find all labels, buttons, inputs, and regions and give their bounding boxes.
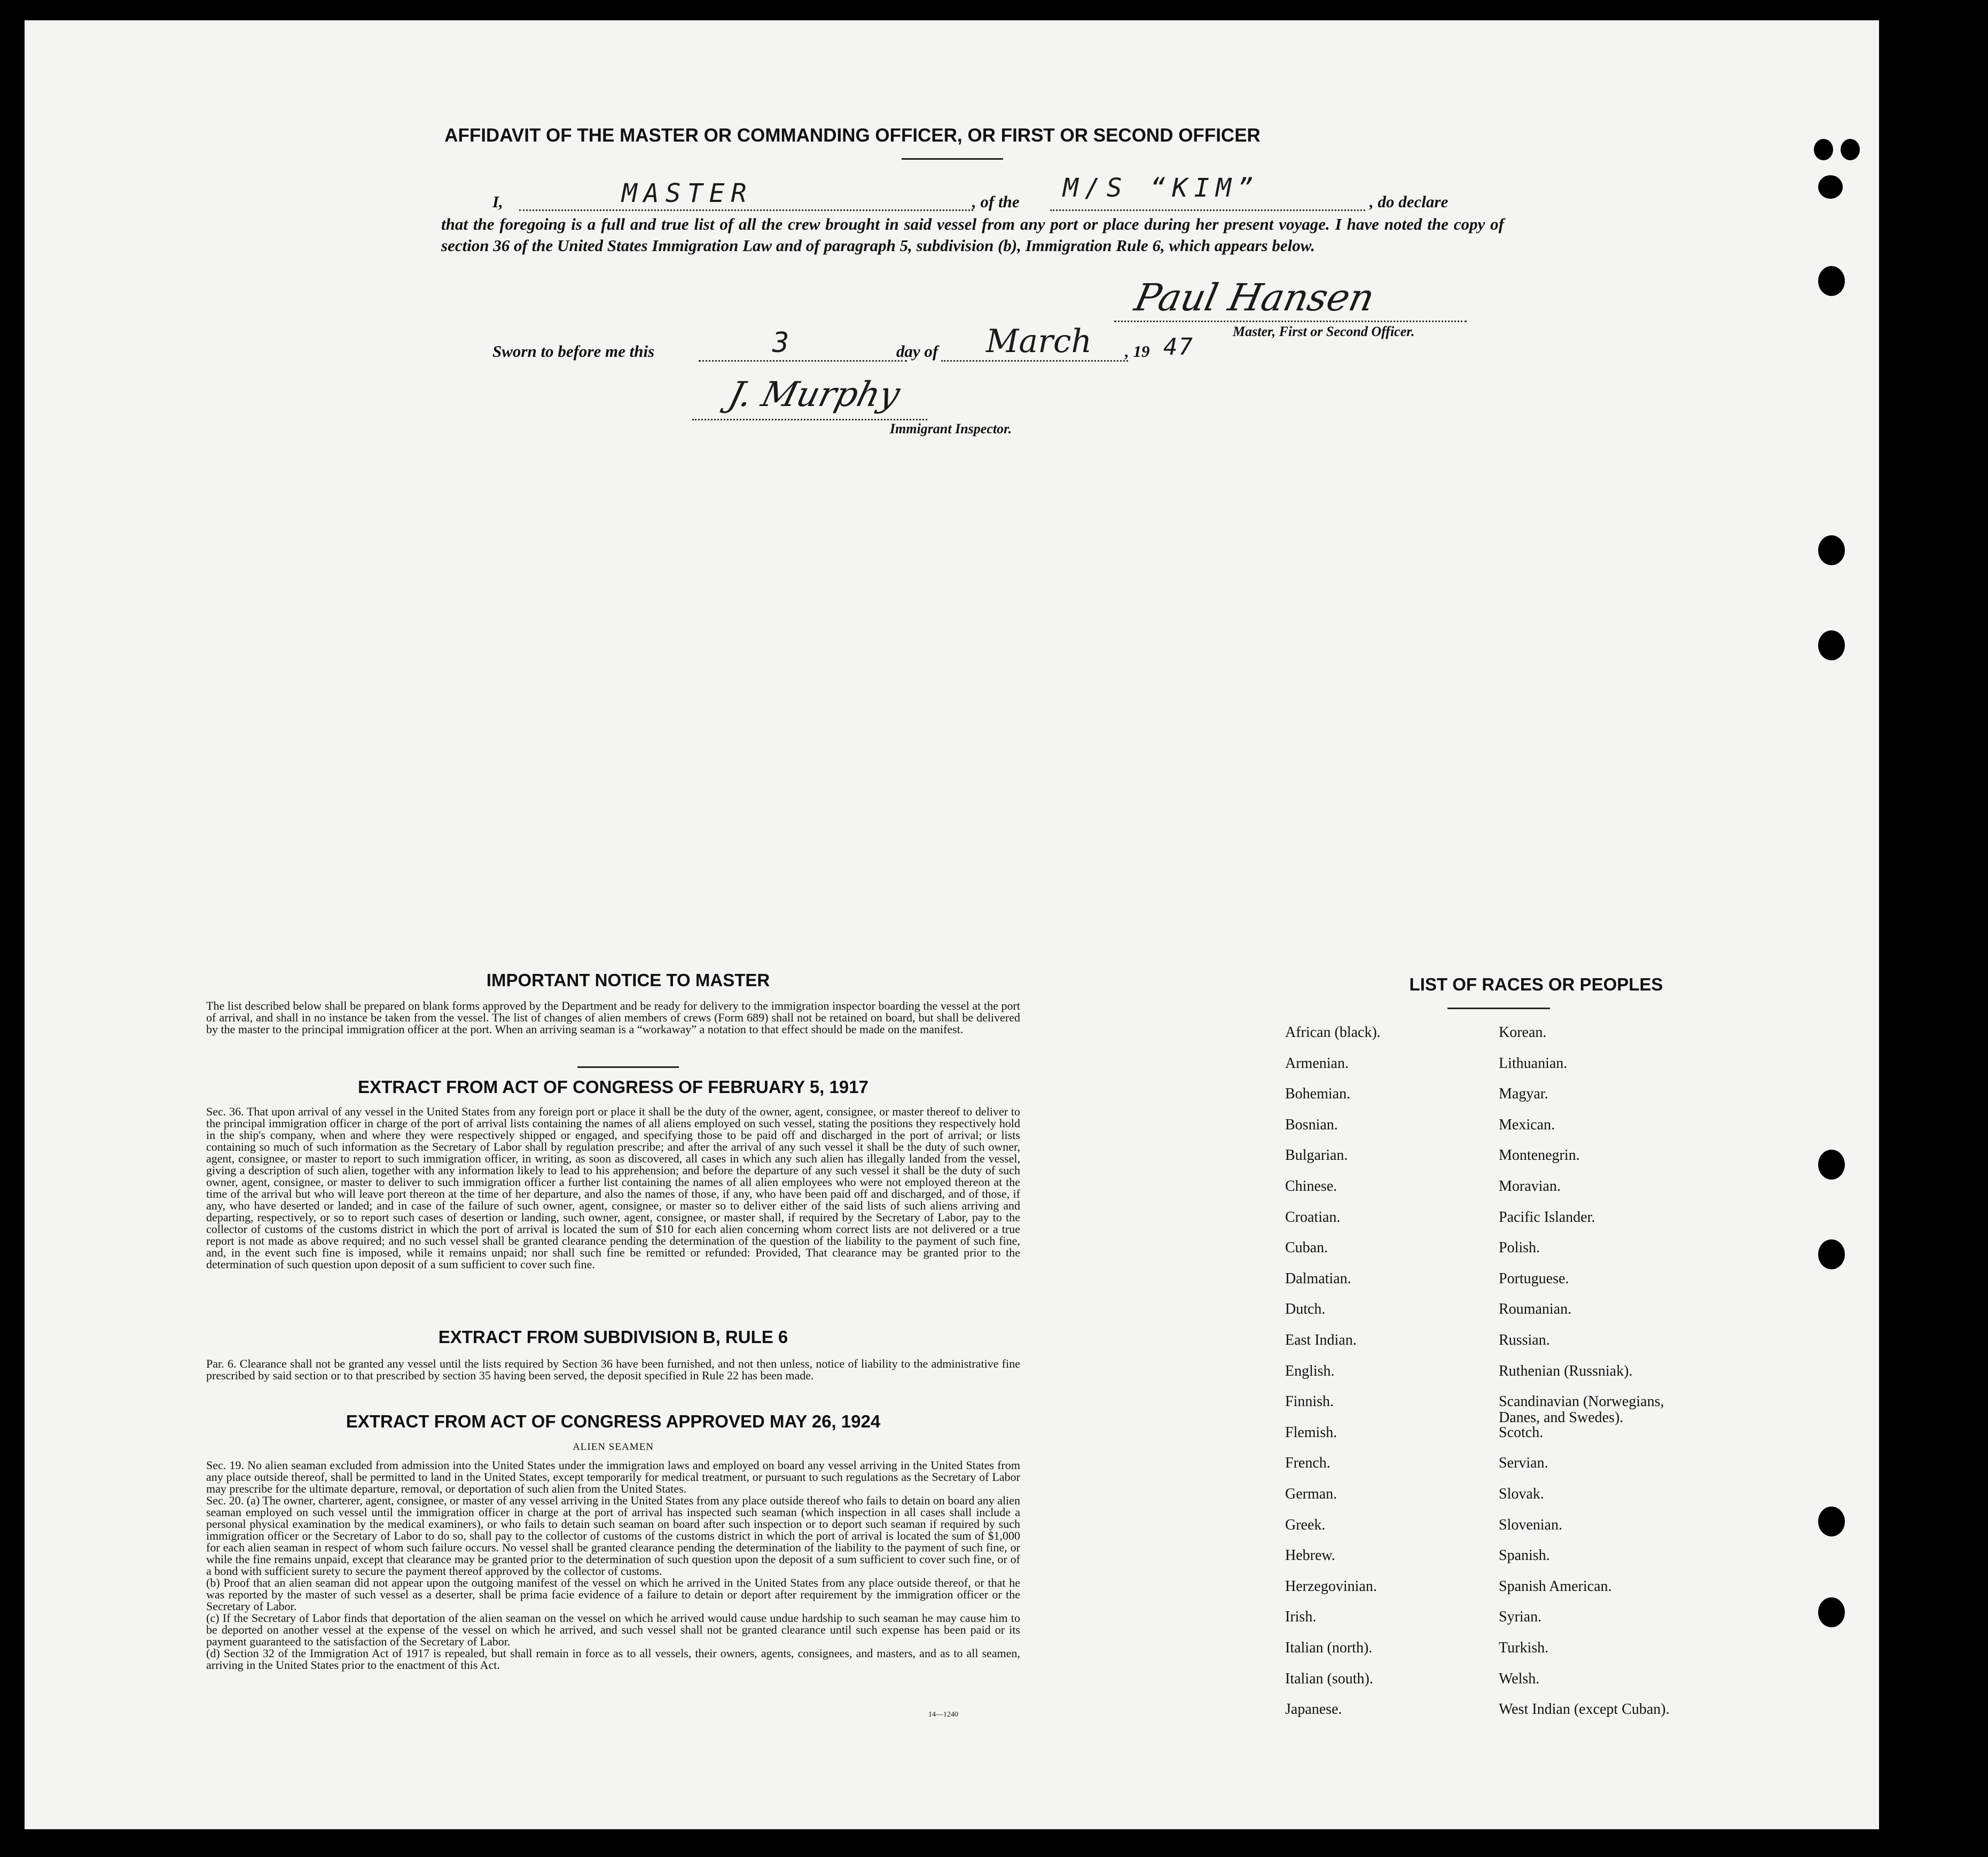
inspector-caption: Immigrant Inspector. [890,421,1012,436]
race-item: Dalmatian. [1285,1270,1351,1287]
race-item: Spanish. [1499,1547,1550,1564]
punch-hole [1818,1597,1845,1627]
race-item: Korean. [1499,1024,1547,1041]
race-item: Servian. [1499,1455,1548,1472]
punch-hole [1818,1239,1845,1269]
race-item: Hebrew. [1285,1547,1335,1564]
races-title: LIST OF RACES OR PEOPLES [1409,974,1663,994]
race-item: Chinese. [1285,1178,1337,1195]
punch-hole [1818,535,1845,565]
race-item: Syrian. [1499,1609,1542,1626]
sworn-label: Sworn to before me this [492,342,655,361]
vessel-field-line [1050,209,1365,211]
race-item: Montenegrin. [1499,1147,1580,1164]
sworn-month-value: March [986,323,1092,360]
extract-1924-title: EXTRACT FROM ACT OF CONGRESS APPROVED MAY 26, 1924 [346,1411,881,1431]
race-item: Herzegovinian. [1285,1578,1377,1595]
extract-1924-subtitle: ALIEN SEAMEN [573,1441,654,1453]
race-item: Magyar. [1499,1086,1548,1103]
race-item: English. [1285,1362,1335,1379]
race-item: African (black). [1285,1024,1381,1041]
race-item: Croatian. [1285,1208,1341,1226]
race-item: Cuban. [1285,1239,1328,1257]
notice-title: IMPORTANT NOTICE TO MASTER [486,970,770,990]
sworn-day-of-label: day of [896,342,938,361]
sec-20c-text: (c) If the Secretary of Labor finds that deportation of the alien seaman on the vessel on which he arrived would cause undue hardship to such seaman he may cause him to be deported on another vessel at the expense of the vessel on which he arrived, and such vessel shall not be granted clearance until such expense has been paid or its payment guaranteed to the satisfaction of the Secretary of Labor. [206,1611,1020,1648]
sec-19-text: Sec. 19. No alien seaman excluded from admission into the United States under the immigration laws and employed on board any vessel arriving in the United States from any place outside thereof, shall be permitted to land in the United States, except temporarily for medical treatment, or pursuant to such regulations as the Secretary of Labor may prescribe for the ultimate departure, removal, or deportation of such alien from the United States. [206,1458,1020,1495]
race-item: Scotch. [1499,1424,1544,1441]
race-item: Ruthenian (Russniak). [1499,1362,1633,1379]
affidavit-do-declare-label: , do declare [1369,192,1449,211]
name-field-value: MASTER [622,178,753,208]
document-page [25,20,1879,1829]
race-item: German. [1285,1486,1337,1502]
race-item: Russian. [1499,1332,1550,1348]
race-item: Pacific Islander. [1499,1208,1595,1226]
race-item: French. [1285,1455,1330,1472]
race-item: Greek. [1285,1516,1326,1533]
affidavit-of-the-label: , of the [972,192,1020,211]
race-item: Lithuanian. [1499,1055,1568,1072]
race-item: Bosnian. [1285,1116,1338,1133]
sec-20d-text: (d) Section 32 of the Immigration Act of 1917 is repealed, but shall remain in force as to all vessels, their owners, agents, consignees, and masters, and as to all seamen, arriving in the United States prior to the enactment of this Act. [206,1647,1020,1672]
race-item: Mexican. [1499,1116,1555,1133]
notice-text: The list described below shall be prepared on blank forms approved by the Department and be ready for delivery to the immigration inspector boarding the vessel at the port of arrival, and shall in no instance be taken from the vessel. The list of changes of alien members of crews (Form 689) shall not be retained on board, but shall be delivered by the master to the principal immigration officer at the port. When an arriving seaman is a “workaway” a notation to that effect should be made on the manifest. [206,999,1020,1036]
race-item: Armenian. [1285,1055,1349,1072]
affidavit-title: AFFIDAVIT OF THE MASTER OR COMMANDING OFFICER, OR FIRST OR SECOND OFFICER [444,125,1261,146]
race-item: Welsh. [1499,1670,1540,1687]
race-item: Portuguese. [1499,1270,1569,1287]
race-item: Italian (south). [1285,1670,1373,1687]
punch-hole [1818,630,1845,660]
race-item: East Indian. [1285,1332,1357,1348]
inspector-signature: J. Murphy [724,375,904,415]
master-signature: Paul Hansen [1131,276,1379,319]
race-item: Slovenian. [1499,1516,1562,1533]
sworn-day-value: 3 [772,327,796,359]
punch-hole [1818,266,1845,296]
race-item: West Indian (except Cuban). [1499,1701,1670,1718]
race-item: Italian (north). [1285,1640,1373,1656]
rule6-title: EXTRACT FROM SUBDIVISION B, RULE 6 [438,1327,788,1347]
extract-1917-title: EXTRACT FROM ACT OF CONGRESS OF FEBRUARY 5, 1917 [358,1077,868,1097]
title-underline [902,158,1003,160]
race-item: Bohemian. [1285,1086,1351,1103]
sworn-year-value: 47 [1163,333,1194,361]
name-field-line [519,209,973,211]
race-item: Polish. [1499,1239,1540,1257]
race-item: Slovak. [1499,1486,1544,1502]
punch-hole [1818,1507,1845,1536]
race-item: Moravian. [1499,1178,1561,1195]
affidavit-body: that the foregoing is a full and true list of all the crew brought in said vessel from any port or place during her present voyage. I have noted the copy of section 36 of the United States Immigration Law and of paragraph 5, subdivision (b), Immigration Rule 6, which appears below. [441,215,1504,255]
punch-hole [1841,139,1860,160]
extract-1924-body [206,1460,1020,1671]
extract-1917-text: Sec. 36. That upon arrival of any vessel in the United States from any foreign port or place it shall be the duty of the owner, agent, consignee, or master thereof to deliver to the principal immigration officer in charge of the port of arrival lists containing the names of all aliens employed on such vessel, stating the positions they respectively hold in the ship's company, when and where they were respectively shipped or engaged, and specifying those to be paid off and discharged in the port of arrival; or lists containing so much of such information as the Secretary of Labor shall by regulation prescribe; and after the arrival of any such vessel it shall be the duty of such owner, agent, consignee, or master to report to such immigration officer, in writing, as soon as discovered, all cases in which any such alien has illegally landed from the vessel, giving a description of such alien, together with any information likely to lead to his apprehension; and before the departure of any such vessel it shall be the duty of such owner, agent, consignee, or master to deliver to such immigration officer a further list containing the names of all alien employees who were not employed thereon at the time of the arrival but who will leave port thereon at the time of her departure, and also the names of those, if any, who have been paid off and discharged, and of those, if any, who have deserted or landed; and in case of the failure of such owner, agent, consignee, or master so to deliver either of the said lists of such aliens arriving and departing, respectively, or so to report such cases of desertion or landing, such owner, agent, consignee, or master shall, if required by the Secretary of Labor, pay to the collector of customs of the customs district in which the port of arrival is located the sum of $10 for each alien concerning whom correct lists are not delivered or a true report is not made as above required; and no such vessel shall be granted clearance pending the determination of the question of the liability to the payment of such fine, and, in the event such fine is imposed, while it remains unpaid; nor shall such fine be remitted or refunded: Provided, That clearance may be granted prior to the determination of such question upon deposit of a sum sufficient to cover such fine. [206,1105,1020,1271]
race-item: Dutch. [1285,1301,1326,1318]
rule6-text: Par. 6. Clearance shall not be granted any vessel until the lists required by Section 36 have been furnished, and not then unless, notice of liability to the administrative fine prescribed by said section or to that prescribed by section 35 having been served, the deposit specified in Rule 22 has been made. [206,1357,1020,1382]
sworn-year-prefix: , 19 [1125,342,1150,361]
master-caption: Master, First or Second Officer. [1233,324,1415,339]
race-item: Finnish. [1285,1393,1334,1410]
race-item: Irish. [1285,1609,1317,1626]
notice-divider [577,1066,679,1068]
punch-hole [1814,139,1833,160]
race-item: Flemish. [1285,1424,1337,1441]
punch-hole [1818,1150,1845,1180]
punch-hole [1818,175,1843,199]
affidavit-i-label: I, [492,192,503,211]
race-item: Bulgarian. [1285,1147,1348,1164]
races-underline [1447,1008,1550,1009]
race-item: Scandinavian (Norwegians, Danes, and Swedes). [1499,1393,1664,1426]
sec-20b-text: (b) Proof that an alien seaman did not appear upon the outgoing manifest of the vessel on which he arrived in the United States from any place outside thereof, or that he was reported by the master of such vessel as a deserter, shall be prima facie evidence of a failure to detain or deport after requirement by the immigration officer or the Secretary of Labor. [206,1576,1020,1613]
form-number: 14—1240 [928,1711,958,1719]
master-signature-line [1114,321,1467,322]
inspector-signature-line [692,419,927,420]
race-item: Turkish. [1499,1640,1549,1656]
sec-20a-text: Sec. 20. (a) The owner, charterer, agent, consignee, or master of any vessel arriving in the United States from any place outside thereof who fails to detain on board any alien seaman employed on such vessel until the immigration officer in charge at the port of arrival has inspected such seaman (which inspection in all cases shall include a personal physical examination by the medical examiners), or who fails to detain such seaman on board after such inspection or to deport such seaman if required by such immigration officer or the Secretary of Labor to do so, shall pay to the collector of customs of the customs district in which the port of arrival is located the sum of $1,000 for each alien seaman in respect of whom such failure occurs. No vessel shall be granted clearance pending the determination of the liability to the payment of such fine, or while the fine remains unpaid, except that clearance may be granted prior to the determination of such question upon the deposit of a sum sufficient to cover such fine, or of a bond with sufficient surety to secure the payment thereof approved by the collector of customs. [206,1494,1020,1578]
vessel-field-value: M/S “KIM” [1063,173,1260,203]
race-item: Japanese. [1285,1701,1342,1718]
race-item: Roumanian. [1499,1301,1572,1318]
sworn-day-line [699,360,907,362]
sworn-month-line [941,360,1128,362]
race-item: Spanish American. [1499,1578,1612,1595]
